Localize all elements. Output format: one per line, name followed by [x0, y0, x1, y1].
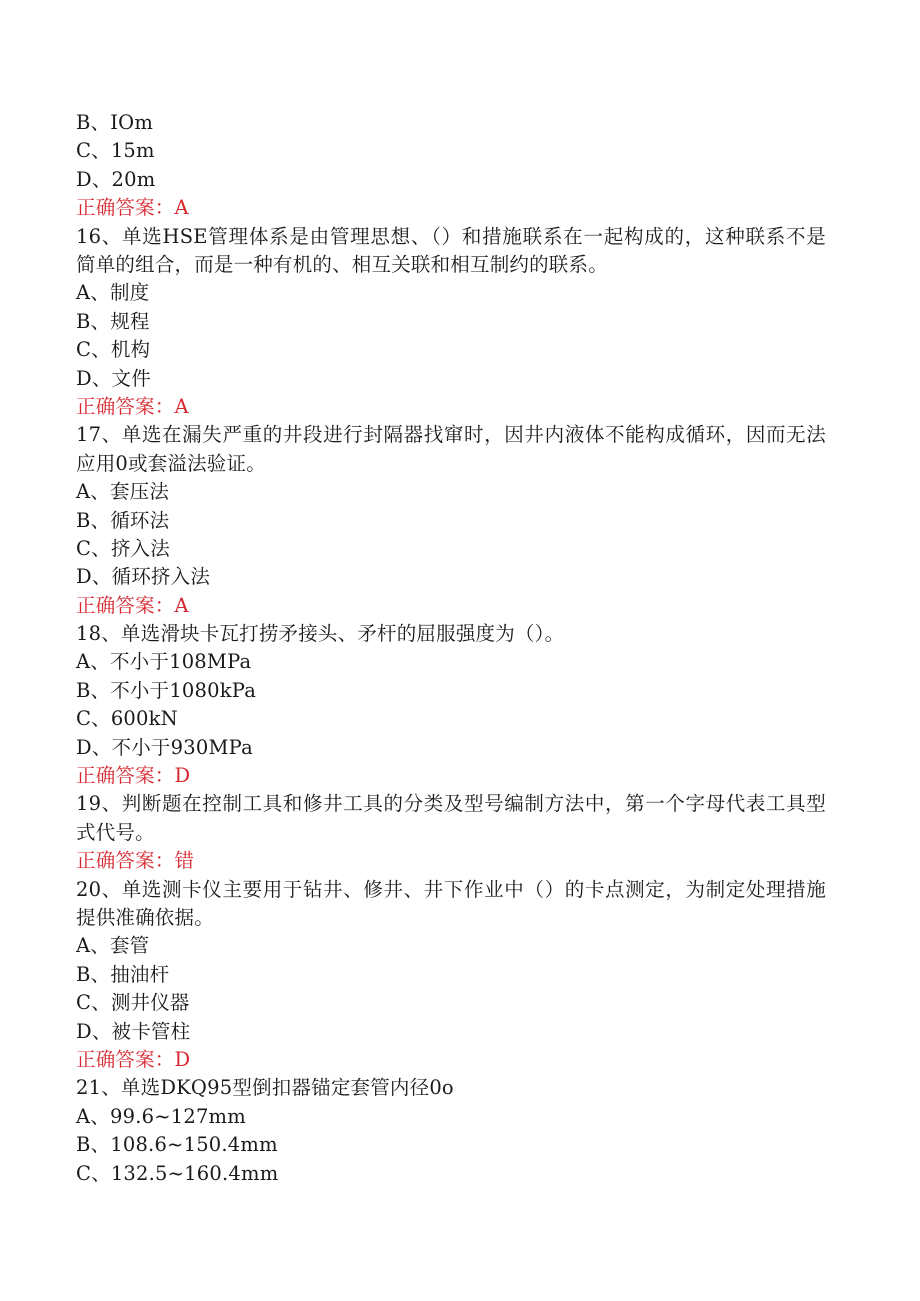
option-c: C、132.5~160.4mm [76, 1161, 279, 1185]
correct-answer [76, 194, 826, 222]
question-stem-18: 18、单选滑块卡瓦打捞矛接头、矛杆的屈服强度为（）。 [76, 622, 565, 646]
option-a: A、套管 [76, 934, 150, 958]
option-d: D、被卡管柱 [76, 1019, 191, 1043]
question-stem-21: 21、单选DKQ95型倒扣器锚定套管内径0o [76, 1076, 454, 1100]
answer-label: 正确答案： [76, 849, 175, 873]
option-a: A、不小于108MPa [76, 650, 252, 674]
answer-label: 正确答案： [76, 1048, 175, 1072]
answer-value: A [174, 196, 189, 220]
question-stem-20: 20、单选测卡仪主要用于钻井、修井、井下作业中（）的卡点测定，为制定处理措施提供准确依据。 [76, 877, 826, 930]
option-d: D、不小于930MPa [76, 735, 253, 759]
answer-value: D [174, 1048, 191, 1072]
question-stem-19: 19、判断题在控制工具和修井工具的分类及型号编制方法中，第一个字母代表工具型式代号。 [76, 792, 826, 844]
option-c: C、挤入法 [76, 536, 170, 560]
option-c: C、测井仪器 [76, 991, 190, 1015]
answer-value: A [174, 394, 189, 418]
option-b: B、108.6~150.4mm [76, 1133, 278, 1157]
correct-answer [76, 1046, 826, 1074]
answer-value: D [174, 764, 191, 788]
exam-document [76, 109, 826, 1188]
option-d: D、文件 [76, 366, 151, 390]
correct-answer [76, 592, 826, 620]
answer-label: 正确答案： [76, 593, 175, 617]
option-b: B、IOm [76, 111, 154, 134]
option-b: B、抽油杆 [76, 962, 170, 986]
option-a: A、制度 [76, 281, 150, 305]
answer-value: 错 [174, 849, 195, 873]
option-b: B、循环法 [76, 508, 170, 532]
option-d: D、20m [76, 167, 156, 191]
correct-answer [76, 762, 826, 790]
option-a: A、99.6~127mm [76, 1104, 246, 1128]
option-c: C、15m [76, 139, 155, 163]
option-b: B、不小于1080kPa [76, 678, 257, 702]
question-stem-17: 17、单选在漏失严重的井段进行封隔器找窜时，因井内液体不能构成循环，因而无法应用0或套溢法验证。 [76, 423, 826, 475]
correct-answer [76, 847, 826, 875]
answer-label: 正确答案： [76, 196, 175, 220]
option-a: A、套压法 [76, 480, 170, 504]
option-c: C、600kN [76, 707, 178, 731]
answer-label: 正确答案： [76, 764, 175, 788]
question-stem-16: 16、单选HSE管理体系是由管理思想、（）和措施联系在一起构成的，这种联系不是简单的组合，而是一种有机的、相互关联和相互制约的联系。 [76, 224, 826, 276]
option-d: D、循环挤入法 [76, 565, 211, 589]
answer-label: 正确答案： [76, 394, 175, 418]
correct-answer [76, 393, 826, 421]
answer-value: A [174, 593, 189, 617]
option-c: C、机构 [76, 338, 151, 362]
option-b: B、规程 [76, 309, 150, 333]
